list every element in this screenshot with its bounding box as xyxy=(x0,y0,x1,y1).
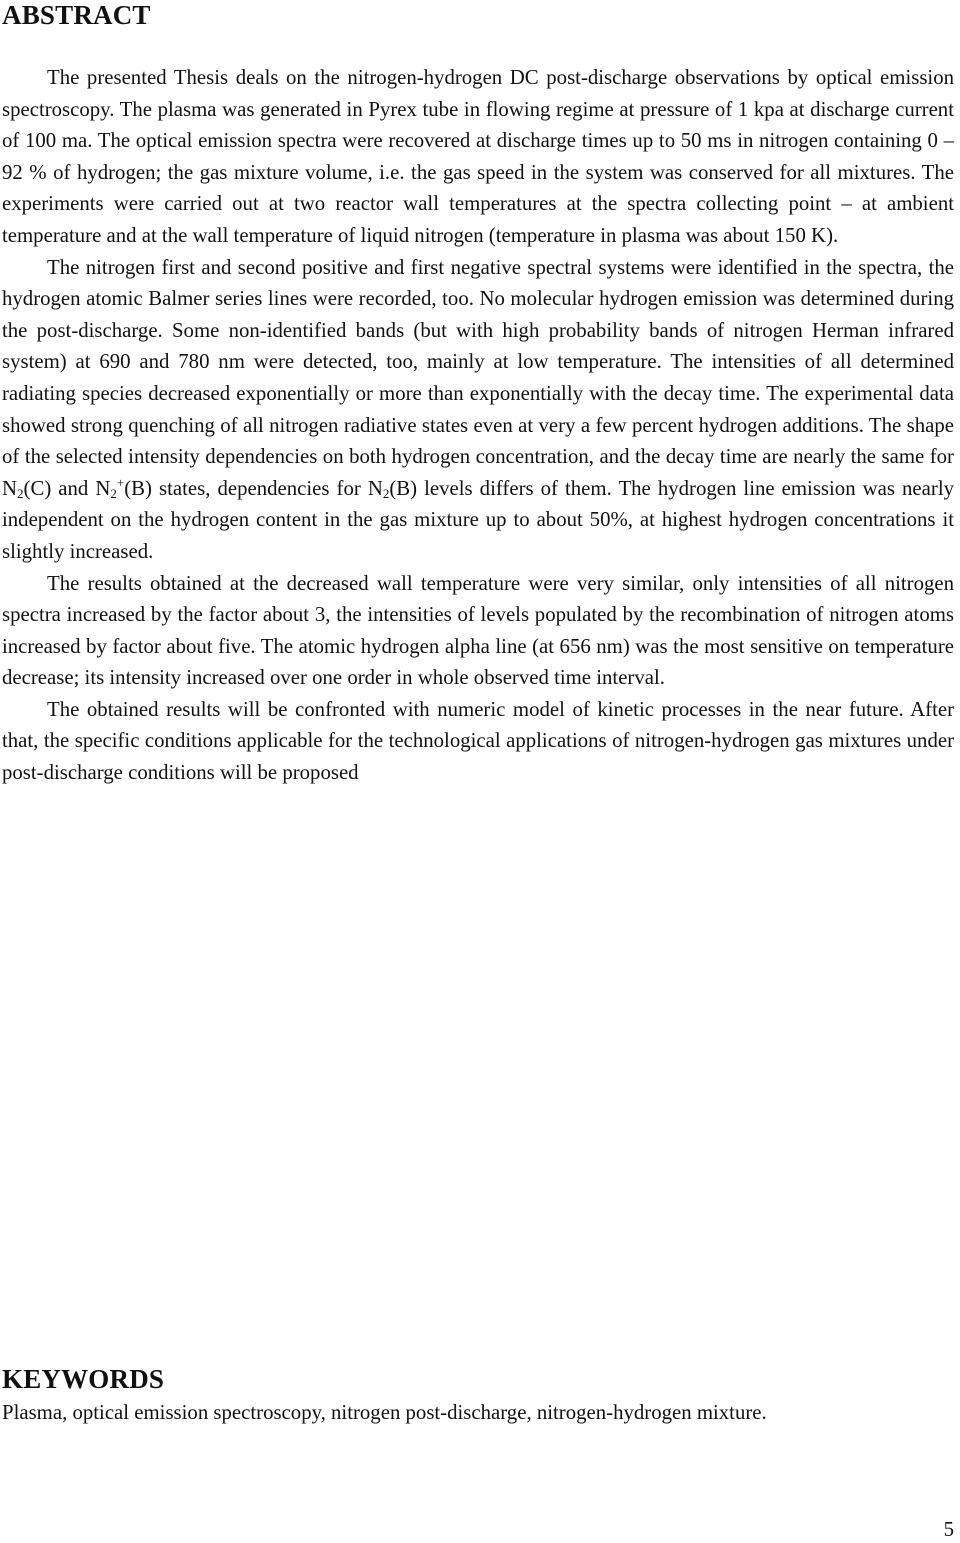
abstract-body xyxy=(2,62,954,789)
abstract-paragraph-1 xyxy=(2,62,954,252)
paragraph-text: (B) levels differs of them. The hydrogen line emission was nearly independent on the hydrogen content in the gas mixture up to about 50%, at highest hydrogen concentrations it slightly increased. xyxy=(2,476,954,563)
paragraph-text: (B) states, dependencies for N xyxy=(124,476,383,500)
subscript: 2 xyxy=(17,485,24,501)
paragraph-text: The results obtained at the decreased wall temperature were very similar, only intensities of all nitrogen spectra increased by the factor about 3, the intensities of levels populated by the recombination of nitrogen atoms increased by factor about five. The atomic hydrogen alpha line (at 656 nm) was the most sensitive on temperature decrease; its intensity increased over one order in whole observed time interval. xyxy=(2,571,954,690)
paragraph-text: The nitrogen first and second positive and first negative spectral systems were identified in the spectra, the hydrogen atomic Balmer series lines were recorded, too. No molecular hydrogen emission was determined during the post-discharge. Some non-identified bands (but with high probability bands of nitrogen Herman infrared system) at 690 and 780 nm were detected, too, mainly at low temperature. The intensities of all determined radiating species decreased exponentially or more than exponentially with the decay time. The experimental data showed strong quenching of all nitrogen radiative states even at very a few percent hydrogen additions. The shape of the selected intensity dependencies on both hydrogen concentration, and the decay time are nearly the same for N xyxy=(2,255,954,500)
abstract-paragraph-4 xyxy=(2,694,954,789)
page-number: 5 xyxy=(943,1518,954,1541)
paragraph-text: (C) and N xyxy=(23,476,111,500)
abstract-paragraph-2 xyxy=(2,252,954,568)
paragraph-text: The presented Thesis deals on the nitrogen-hydrogen DC post-discharge observations by optical emission spectroscopy. The plasma was generated in Pyrex tube in flowing regime at pressure of 1 kpa at discharge current of 100 ma. The optical emission spectra were recovered at discharge times up to 50 ms in nitrogen containing 0 – 92 % of hydrogen; the gas mixture volume, i.e. the gas speed in the system was conserved for all mixtures. The experiments were carried out at two reactor wall temperatures at the spectra collecting point – at ambient temperature and at the wall temperature of liquid nitrogen (temperature in plasma was about 150 K). xyxy=(2,66,954,247)
superscript: + xyxy=(116,474,125,490)
abstract-heading: ABSTRACT xyxy=(2,0,151,30)
keywords-heading: KEYWORDS xyxy=(2,1364,165,1394)
abstract-paragraph-3 xyxy=(2,568,954,694)
subscript: 2 xyxy=(110,485,117,501)
keywords-text: Plasma, optical emission spectroscopy, nitrogen post-discharge, nitrogen-hydrogen mixture. xyxy=(2,1401,767,1424)
subscript: 2 xyxy=(382,485,390,501)
paragraph-text: The obtained results will be confronted with numeric model of kinetic processes in the near future. After that, the specific conditions applicable for the technological applications of nitrogen-hydrogen gas mixtures under post-discharge conditions will be proposed xyxy=(2,697,954,785)
